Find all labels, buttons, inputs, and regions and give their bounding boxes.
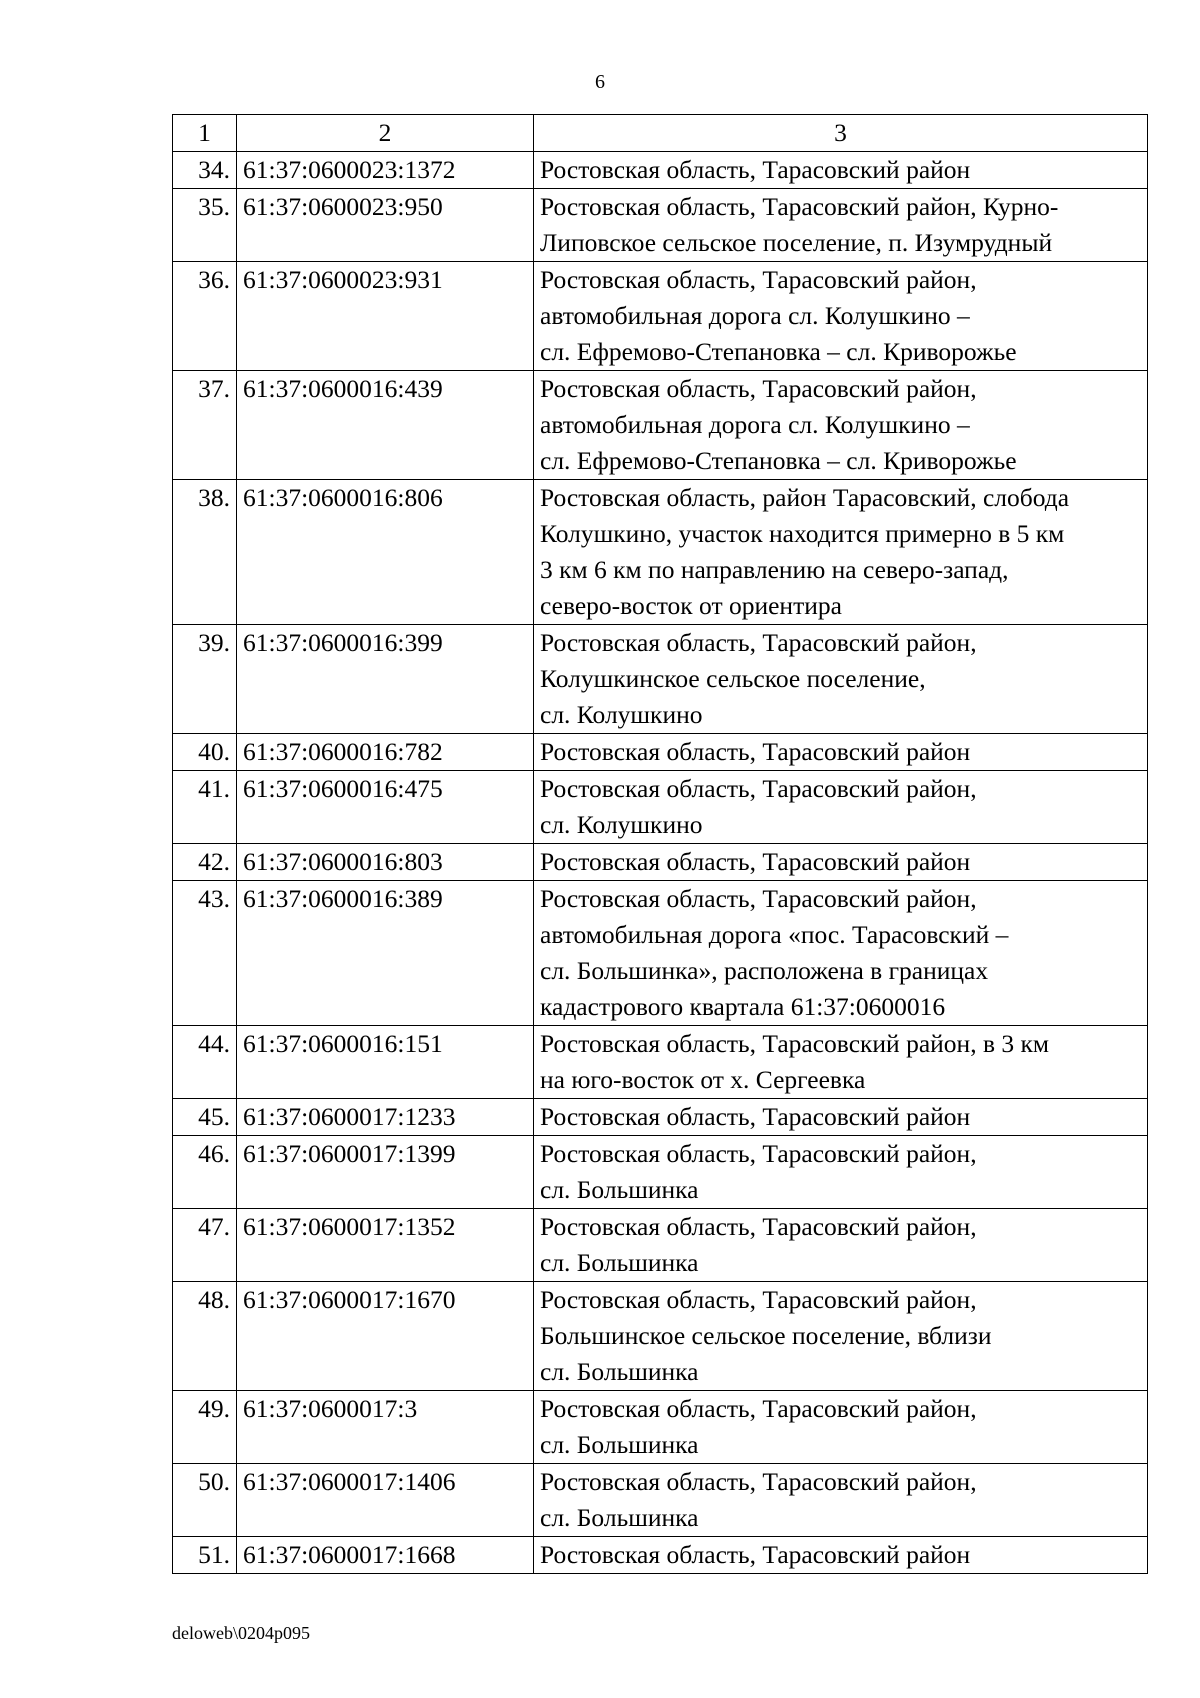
row-number: 36. (173, 262, 237, 371)
address-cell (534, 1391, 1148, 1464)
cadastral-number: 61:37:0600016:475 (237, 771, 534, 844)
address-line: сл. Большинка (540, 1503, 699, 1532)
address-line: Ростовская область, район Тарасовский, слобода (540, 483, 1070, 512)
cadastral-number: 61:37:0600017:1670 (237, 1282, 534, 1391)
address-line: Ростовская область, Тарасовский район, (540, 1285, 977, 1314)
table-row (173, 734, 1148, 771)
cadastral-number: 61:37:0600016:151 (237, 1026, 534, 1099)
address-line: Ростовская область, Тарасовский район (540, 155, 971, 184)
table-row (173, 1282, 1148, 1391)
cadastral-number: 61:37:0600023:950 (237, 189, 534, 262)
cadastral-number: 61:37:0600023:1372 (237, 152, 534, 189)
address-line: Ростовская область, Тарасовский район, (540, 774, 977, 803)
row-number: 44. (173, 1026, 237, 1099)
address-cell (534, 844, 1148, 881)
address-cell (534, 1537, 1148, 1574)
address-cell (534, 881, 1148, 1026)
table-row (173, 1391, 1148, 1464)
cadastral-number: 61:37:0600016:782 (237, 734, 534, 771)
address-line: Ростовская область, Тарасовский район, (540, 1394, 977, 1423)
address-line: Ростовская область, Тарасовский район, (540, 1212, 977, 1241)
address-line: автомобильная дорога сл. Колушкино – (540, 410, 970, 439)
address-line: автомобильная дорога сл. Колушкино – (540, 301, 970, 330)
row-number: 41. (173, 771, 237, 844)
table-row (173, 1209, 1148, 1282)
row-number: 46. (173, 1136, 237, 1209)
table-row (173, 1136, 1148, 1209)
address-line: сл. Большинка (540, 1175, 699, 1204)
table-row (173, 1099, 1148, 1136)
cadastral-number: 61:37:0600016:803 (237, 844, 534, 881)
column-header-2: 2 (237, 115, 534, 152)
address-cell (534, 1026, 1148, 1099)
address-line: Ростовская область, Тарасовский район (540, 1102, 971, 1131)
row-number: 45. (173, 1099, 237, 1136)
row-number: 51. (173, 1537, 237, 1574)
cadastral-number: 61:37:0600017:1399 (237, 1136, 534, 1209)
row-number: 50. (173, 1464, 237, 1537)
address-cell (534, 625, 1148, 734)
address-cell (534, 1099, 1148, 1136)
address-line: кадастрового квартала 61:37:0600016 (540, 992, 946, 1021)
address-cell (534, 1282, 1148, 1391)
cadastral-number: 61:37:0600023:931 (237, 262, 534, 371)
address-line: Ростовская область, Тарасовский район, (540, 265, 977, 294)
address-line: северо-восток от ориентира (540, 591, 842, 620)
address-cell (534, 1209, 1148, 1282)
table-row (173, 1464, 1148, 1537)
address-line: Ростовская область, Тарасовский район (540, 737, 971, 766)
table-row (173, 189, 1148, 262)
row-number: 49. (173, 1391, 237, 1464)
address-line: на юго-восток от х. Сергеевка (540, 1065, 866, 1094)
cadastral-number: 61:37:0600016:389 (237, 881, 534, 1026)
cadastral-number: 61:37:0600017:1233 (237, 1099, 534, 1136)
address-cell (534, 152, 1148, 189)
address-line: Колушкинское сельское поселение, (540, 664, 926, 693)
row-number: 38. (173, 480, 237, 625)
table-row (173, 1026, 1148, 1099)
cadastral-number: 61:37:0600017:1352 (237, 1209, 534, 1282)
table-row (173, 371, 1148, 480)
address-line: сл. Большинка (540, 1248, 699, 1277)
address-line: Ростовская область, Тарасовский район, (540, 628, 977, 657)
cadastral-number: 61:37:0600017:1406 (237, 1464, 534, 1537)
row-number: 47. (173, 1209, 237, 1282)
table-row (173, 1537, 1148, 1574)
row-number: 48. (173, 1282, 237, 1391)
row-number: 39. (173, 625, 237, 734)
address-cell (534, 262, 1148, 371)
row-number: 40. (173, 734, 237, 771)
table-row (173, 262, 1148, 371)
address-line: сл. Большинка», расположена в границах (540, 956, 989, 985)
address-cell (534, 771, 1148, 844)
row-number: 34. (173, 152, 237, 189)
row-number: 43. (173, 881, 237, 1026)
header-row (173, 115, 1148, 152)
address-line: Липовское сельское поселение, п. Изумрудный (540, 228, 1053, 257)
table-row (173, 844, 1148, 881)
address-line: сл. Колушкино (540, 810, 703, 839)
address-line: Ростовская область, Тарасовский район, (540, 1139, 977, 1168)
address-line: Ростовская область, Тарасовский район, (540, 374, 977, 403)
page-number: 6 (595, 71, 605, 93)
address-cell (534, 1464, 1148, 1537)
address-cell (534, 189, 1148, 262)
address-line: Большинское сельское поселение, вблизи (540, 1321, 992, 1350)
cadastral-number: 61:37:0600016:806 (237, 480, 534, 625)
address-line: Ростовская область, Тарасовский район, (540, 884, 977, 913)
address-line: сл. Ефремово-Степановка – сл. Криворожье (540, 337, 1017, 366)
row-number: 42. (173, 844, 237, 881)
address-line: сл. Большинка (540, 1357, 699, 1386)
address-line: 3 км 6 км по направлению на северо-запад, (540, 555, 1009, 584)
row-number: 37. (173, 371, 237, 480)
cadastral-number: 61:37:0600016:399 (237, 625, 534, 734)
column-header-1: 1 (173, 115, 237, 152)
address-line: Колушкино, участок находится примерно в 5 км (540, 519, 1065, 548)
address-cell (534, 734, 1148, 771)
address-line: Ростовская область, Тарасовский район, Курно- (540, 192, 1059, 221)
address-line: автомобильная дорога «пос. Тарасовский – (540, 920, 1009, 949)
cadastral-number: 61:37:0600016:439 (237, 371, 534, 480)
table-row (173, 480, 1148, 625)
address-cell (534, 1136, 1148, 1209)
address-cell (534, 371, 1148, 480)
address-line: Ростовская область, Тарасовский район (540, 1540, 971, 1569)
address-line: Ростовская область, Тарасовский район, (540, 1467, 977, 1496)
table-row (173, 771, 1148, 844)
table-row (173, 625, 1148, 734)
table-body (173, 152, 1148, 1574)
address-line: Ростовская область, Тарасовский район, в 3 км (540, 1029, 1050, 1058)
table-header (173, 115, 1148, 152)
table-row (173, 152, 1148, 189)
document-footer-code: deloweb\0204p095 (172, 1623, 310, 1643)
address-cell (534, 480, 1148, 625)
address-line: сл. Большинка (540, 1430, 699, 1459)
address-line: Ростовская область, Тарасовский район (540, 847, 971, 876)
address-line: сл. Ефремово-Степановка – сл. Криворожье (540, 446, 1017, 475)
column-header-3: 3 (534, 115, 1148, 152)
cadastral-register-table (172, 114, 1148, 1574)
table-row (173, 881, 1148, 1026)
cadastral-number: 61:37:0600017:3 (237, 1391, 534, 1464)
address-line: сл. Колушкино (540, 700, 703, 729)
row-number: 35. (173, 189, 237, 262)
cadastral-number: 61:37:0600017:1668 (237, 1537, 534, 1574)
